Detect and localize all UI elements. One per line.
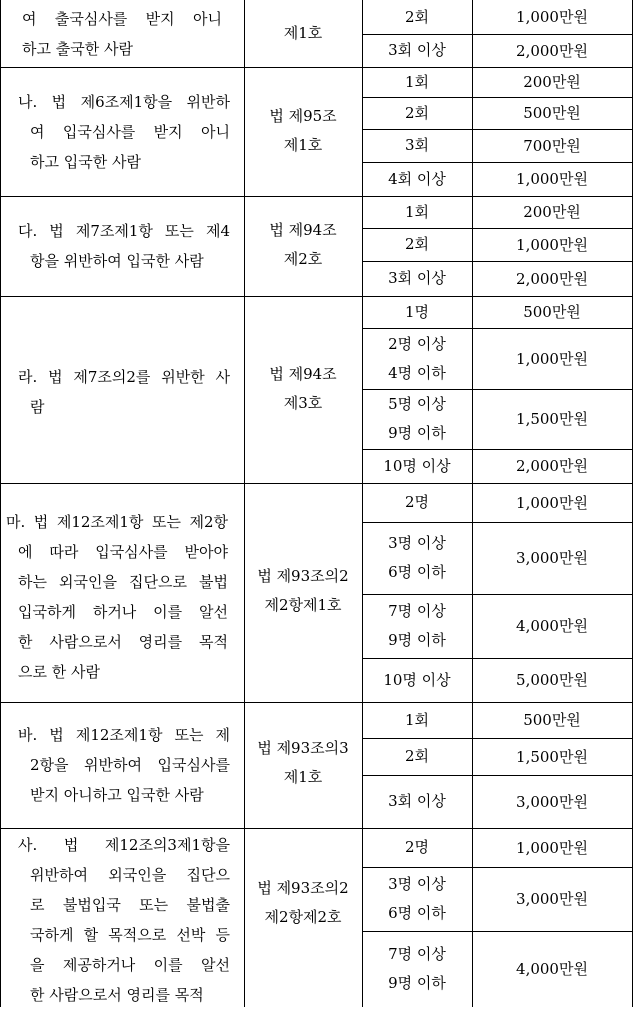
violation-count (362, 389, 472, 449)
penalty-amount: 2,000만원 (516, 457, 588, 475)
violation-count (362, 34, 472, 67)
count-line: 9명 이하 (388, 974, 446, 992)
penalty-amount: 5,000만원 (516, 671, 588, 689)
description-line: 을 제공하거나 이를 알선 (30, 956, 230, 974)
description-line: 여 입국심사를 받지 아니 (30, 123, 230, 141)
count-line: 3명 이상 (388, 875, 446, 893)
violation-count (362, 97, 472, 129)
penalty-amount: 3,000만원 (516, 549, 588, 567)
description-line: 하고 입국한 사람 (30, 153, 141, 171)
law-article-line: 제1호 (283, 23, 323, 42)
violation-count (362, 828, 472, 867)
count-line: 2명 (404, 838, 430, 856)
penalty-amount: 200만원 (523, 203, 581, 221)
penalty-amount: 1,500만원 (516, 410, 588, 428)
description-line: 2항을 위반하여 입국심사를 (30, 756, 230, 774)
law-article (244, 874, 362, 932)
description-line: 입국하게 하거나 이를 알선 (18, 603, 228, 621)
law-article (244, 360, 362, 418)
tier-divider (362, 34, 632, 35)
violation-description (22, 4, 222, 64)
description-line: 여 출국심사를 받지 아니 (22, 10, 222, 28)
law-article-line: 법 제94조 (269, 365, 337, 383)
law-article (244, 216, 362, 274)
violation-count (362, 449, 472, 483)
penalty-amount: 700만원 (523, 136, 581, 155)
law-article-line: 법 제93조의2 (257, 567, 349, 585)
violation-count (362, 196, 472, 228)
violation-description (18, 87, 230, 177)
description-line: 람 (30, 398, 45, 416)
penalty-amount: 1,000만원 (516, 8, 588, 26)
violation-description (6, 507, 228, 687)
violation-count (362, 483, 472, 522)
penalty-amount: 4,000만원 (516, 960, 588, 978)
law-article-line: 제1호 (283, 768, 323, 786)
tier-divider (362, 867, 632, 868)
count-line: 4명 이하 (388, 363, 446, 382)
penalty-amount: 1,000만원 (516, 493, 588, 512)
penalty-amount: 500만원 (523, 303, 581, 321)
penalty-amount: 1,500만원 (516, 747, 588, 766)
violation-count (362, 261, 472, 296)
tier-divider (362, 775, 632, 776)
tier-divider (362, 658, 632, 659)
penalty-amount: 3,000만원 (516, 792, 588, 811)
description-line: 다. 법 제7조제1항 또는 제4 (18, 222, 230, 240)
count-line: 3명 이상 (388, 534, 446, 552)
tier-divider (362, 594, 632, 595)
law-article-line: 제3호 (283, 394, 323, 412)
violation-count (362, 522, 472, 594)
count-line: 4회 이상 (388, 169, 446, 188)
count-line: 2명 (404, 493, 430, 511)
penalty-amount: 1,000만원 (516, 838, 588, 857)
description-line: 한 사람으로서 영리를 목적 (30, 986, 204, 1004)
violation-count (362, 702, 472, 738)
count-line: 6명 이하 (388, 904, 446, 922)
description-line: 위반하여 외국인을 집단으 (30, 866, 230, 884)
violation-description (18, 362, 230, 422)
law-article-line: 제1호 (283, 136, 323, 154)
description-line: 마. 법 제12조제1항 또는 제2항 (6, 513, 228, 531)
law-article-line: 법 제93조의2 (257, 879, 349, 897)
description-line: 바. 법 제12조제1항 또는 제 (18, 726, 230, 744)
count-line: 1회 (404, 710, 430, 729)
count-line: 3회 (404, 136, 430, 154)
count-line: 3회 이상 (388, 41, 446, 59)
count-line: 2회 (404, 7, 430, 26)
law-article-line: 제2항제1호 (264, 596, 342, 614)
violation-description (18, 216, 230, 276)
column-divider (244, 0, 245, 1007)
violation-count (362, 931, 472, 1007)
description-line: 사. 법 제12조의3제1항을 (18, 836, 230, 854)
description-line: 에 따라 입국심사를 받아야 (18, 543, 228, 561)
penalty-amount: 2,000만원 (516, 269, 588, 288)
tier-divider (362, 449, 632, 450)
law-article (244, 734, 362, 792)
count-line: 1명 (404, 302, 430, 321)
violation-count (362, 658, 472, 702)
penalty-amount: 1,000만원 (516, 170, 588, 188)
law-article (244, 562, 362, 620)
count-line: 2회 (404, 235, 430, 253)
tier-divider (362, 389, 632, 390)
penalty-amount: 500만원 (523, 711, 581, 729)
count-line: 1회 (404, 72, 430, 91)
count-line: 1회 (404, 202, 430, 221)
count-line: 7명 이상 (388, 602, 446, 620)
column-divider (362, 0, 363, 1007)
description-line: 로 불법입국 또는 불법출 (30, 896, 230, 914)
description-line: 국하게 할 목적으로 선박 등 (30, 926, 230, 944)
count-line: 3회 이상 (388, 269, 446, 287)
penalty-amount: 4,000만원 (516, 617, 588, 635)
description-line: 으로 한 사람 (18, 663, 100, 681)
description-line: 라. 법 제7조의2를 위반한 사 (18, 368, 230, 386)
law-article (244, 102, 362, 160)
violation-count (362, 129, 472, 162)
tier-divider (362, 129, 632, 130)
law-article-line: 제2항제2호 (264, 908, 342, 926)
tier-divider (362, 522, 632, 523)
description-line: 하는 외국인을 집단으로 불법 (18, 573, 228, 591)
law-article (244, 19, 362, 48)
violation-count (362, 228, 472, 261)
violation-count (362, 775, 472, 828)
column-divider (472, 0, 473, 1007)
count-line: 2명 이상 (388, 334, 446, 353)
tier-divider (362, 738, 632, 739)
penalty-amount: 1,000만원 (516, 235, 588, 254)
count-line: 10명 이상 (383, 456, 451, 475)
count-line: 10명 이상 (383, 670, 451, 689)
violation-description (18, 830, 230, 1010)
description-line: 한 사람으로서 영리를 목적 (18, 633, 228, 651)
penalty-amount: 500만원 (523, 104, 581, 122)
count-line: 5명 이상 (388, 395, 446, 413)
tier-divider (362, 162, 632, 163)
law-article-line: 법 제93조의3 (257, 739, 349, 757)
penalty-amount: 2,000만원 (516, 41, 588, 60)
table-left-border (0, 0, 1, 1007)
tier-divider (362, 228, 632, 229)
count-line: 6명 이하 (388, 563, 446, 581)
law-article-line: 법 제95조 (269, 107, 337, 125)
violation-count (362, 867, 472, 931)
count-line: 2회 (404, 747, 430, 765)
count-line: 9명 이하 (388, 424, 446, 442)
description-line: 받지 아니하고 입국한 사람 (30, 786, 204, 804)
tier-divider (362, 931, 632, 932)
violation-count (362, 296, 472, 328)
count-line: 2회 (404, 103, 430, 122)
violation-count (362, 328, 472, 389)
violation-count (362, 162, 472, 196)
violation-description (18, 720, 230, 810)
count-line: 3회 이상 (388, 792, 446, 810)
violation-count (362, 67, 472, 97)
description-line: 하고 출국한 사람 (22, 40, 133, 58)
description-line: 항을 위반하여 입국한 사람 (30, 252, 204, 270)
violation-count (362, 0, 472, 34)
violation-count (362, 594, 472, 658)
description-line: 나. 법 제6조제1항을 위반하 (18, 93, 230, 111)
violation-count (362, 738, 472, 775)
count-line: 9명 이하 (388, 631, 446, 649)
law-article-line: 법 제94조 (269, 221, 337, 239)
law-article-line: 제2호 (283, 250, 323, 268)
tier-divider (362, 97, 632, 98)
penalty-amount: 1,000만원 (516, 349, 588, 368)
penalty-amount: 200만원 (523, 73, 581, 91)
tier-divider (362, 328, 632, 329)
count-line: 7명 이상 (388, 945, 446, 963)
penalty-amount: 3,000만원 (516, 890, 588, 908)
tier-divider (362, 261, 632, 262)
